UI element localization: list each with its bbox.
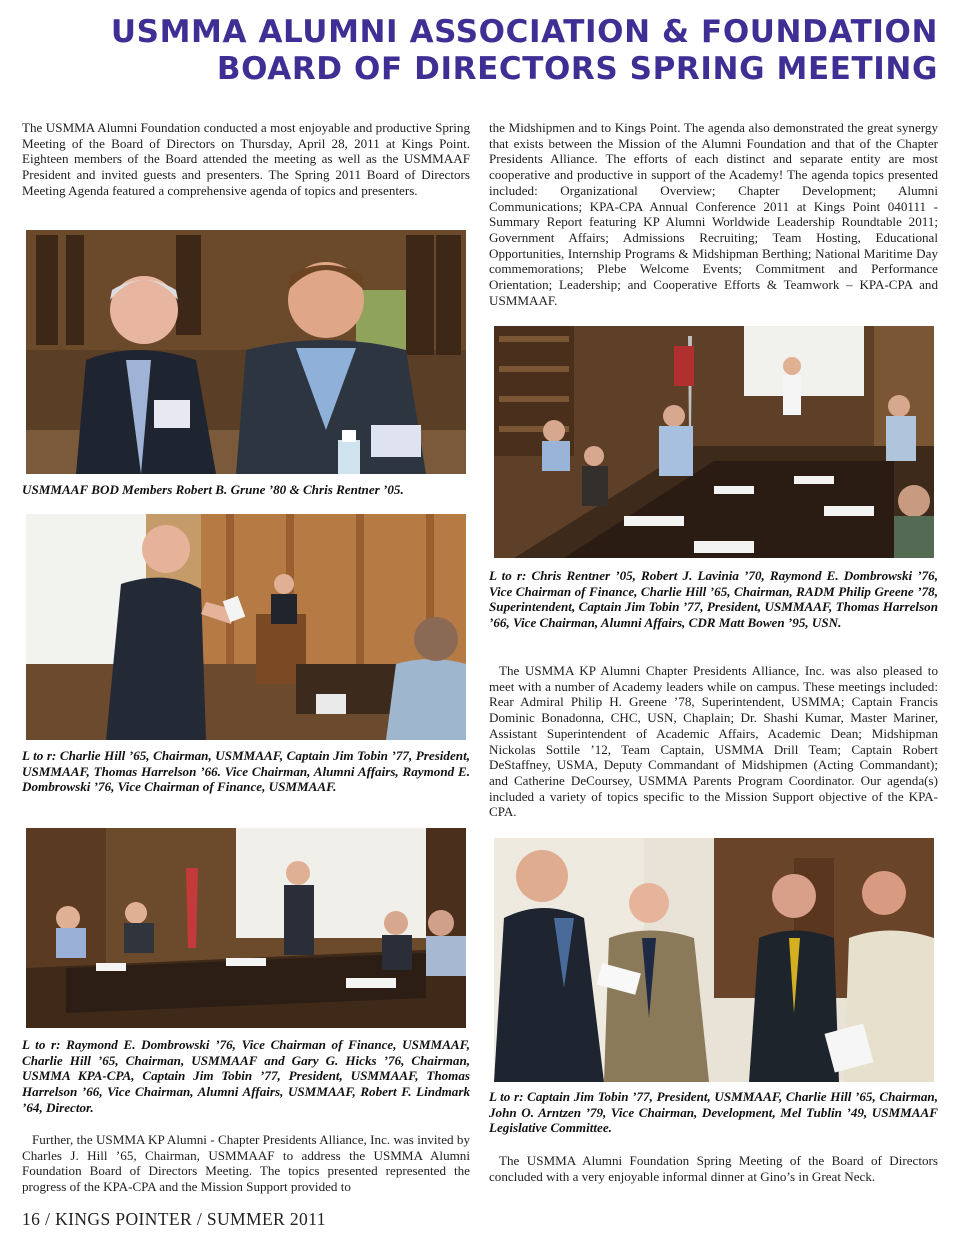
- intro-paragraph: The USMMA Alumni Foundation conducted a most enjoyable and productive Spring Meeting of the Board of Directors on Thursday, April 28, 2011 at Kings Point. Eighteen members of the Board attended the meeting as well as the USMMAAF President and invited guests and presenters. The Spring 2011 Board of Directors Meeting Agenda featured a comprehensive agenda of topics and presenters.: [22, 120, 470, 198]
- agenda-paragraph: the Midshipmen and to Kings Point. The agenda also demonstrated the great synergy that exists between the Mission of the Alumni Foundation and that of the Chapter Presidents Alliance. The efforts of each distinct and separate entity are most cooperative and productive in support of the Academy! The agenda topics presented included: Organizational Overview; Chapter Development; Alumni Communications; KPA-CPA Annual Conference 2011 at Kings Point 040111 - Summary Report featuring KP Alumni Worldwide Leadership Roundtable 2011; Government Affairs; Admissions Recruiting; Team Hosting, Educational Opportunities, Internship Programs & Midshipman Berthing; National Maritime Day commemorations; Plebe Welcome Events; Commitment and Performance Orientation; Leadership; and Cooperative Efforts & Teamwork – KPA-CPA and USMMAAF.: [489, 120, 938, 308]
- title-line-1: USMMA ALUMNI ASSOCIATION & FOUNDATION: [110, 14, 938, 50]
- photo-conference-room: [494, 326, 934, 558]
- closing-paragraph: The USMMA Alumni Foundation Spring Meeting of the Board of Directors concluded with a very enjoyable informal dinner at Gino’s in Great Neck.: [489, 1153, 938, 1184]
- caption-photo-4: L to r: Chris Rentner ’05, Robert J. Lavinia ’70, Raymond E. Dombrowski ’76, Vice Chairman of Finance, Charlie Hill ’65, Chairman, RADM Philip Greene ’78, Superintendent, Captain Jim Tobin ’77, President, USMMAAF, Thomas Harrelson ’66, Vice Chairman, Alumni Affairs, CDR Matt Bowen ’95, USN.: [489, 568, 938, 631]
- caption-photo-2: L to r: Charlie Hill ’65, Chairman, USMMAAF, Captain Jim Tobin ’77, President, USMMAAF, Thomas Harrelson ’66. Vice Chairman, Alumni Affairs, Raymond E. Dombrowski ’76, Vice Chairman of Finance, USMMAAF.: [22, 748, 470, 795]
- photo-hill-speaking: [26, 514, 466, 740]
- page-footer: 16 / KINGS POINTER / SUMMER 2011: [22, 1209, 326, 1229]
- title-line-2: BOARD OF DIRECTORS SPRING MEETING: [216, 51, 938, 87]
- caption-photo-5: L to r: Captain Jim Tobin ’77, President, USMMAAF, Charlie Hill ’65, Chairman, John O. Arntzen ’79, Vice Chairman, Development, Mel Tublin ’49, USMMAAF Legislative Committee.: [489, 1089, 938, 1136]
- photo-grune-rentner: [26, 230, 466, 474]
- further-paragraph: Further, the USMMA KP Alumni - Chapter Presidents Alliance, Inc. was invited by Charles J. Hill ’65, Chairman, USMMAAF to address the USMMA Alumni Foundation Board of Directors Meeting. The topics presented represented the progress of the KPA-CPA and the Mission Support provided to: [22, 1132, 470, 1195]
- caption-photo-1: USMMAAF BOD Members Robert B. Grune ’80 & Chris Rentner ’05.: [22, 482, 404, 497]
- caption-photo-3: L to r: Raymond E. Dombrowski ’76, Vice Chairman of Finance, USMMAAF, Charlie Hill ’65, Chairman, USMMAAF and Gary G. Hicks ’76, Chairman, USMMA KPA-CPA, Captain Jim Tobin ’77, President, USMMAAF, Thomas Harrelson ’66, Vice Chairman, Alumni Affairs, USMMAAF, Robert F. Lindmark ’64, Director.: [22, 1037, 470, 1115]
- page-title: [38, 14, 938, 88]
- cpa-paragraph: The USMMA KP Alumni Chapter Presidents Alliance, Inc. was also pleased to meet with a number of Academy leaders while on campus. These meetings included: Rear Admiral Philip H. Greene ’78, Superintendent, USMMA; Captain Francis Dominic Bonadonna, CHC, USN, Chaplain; Dr. Shashi Kumar, Master Mariner, Assistant Superintendent of Academic Affairs, Academic Dean; Midshipman Nickolas Sottile ’12, Team Captain, USMMA Drill Team; Captain Robert DeStaffney, USMA, Deputy Commandant of Midshipmen (Acting Commandant); and Catherine DeCoursey, USMMA Parents Program Coordinator. Our agenda(s) included a variety of topics specific to the Mission Support objective of the KPA-CPA.: [489, 663, 938, 820]
- photo-board-table: [26, 828, 466, 1028]
- photo-academy-leaders: [494, 838, 934, 1082]
